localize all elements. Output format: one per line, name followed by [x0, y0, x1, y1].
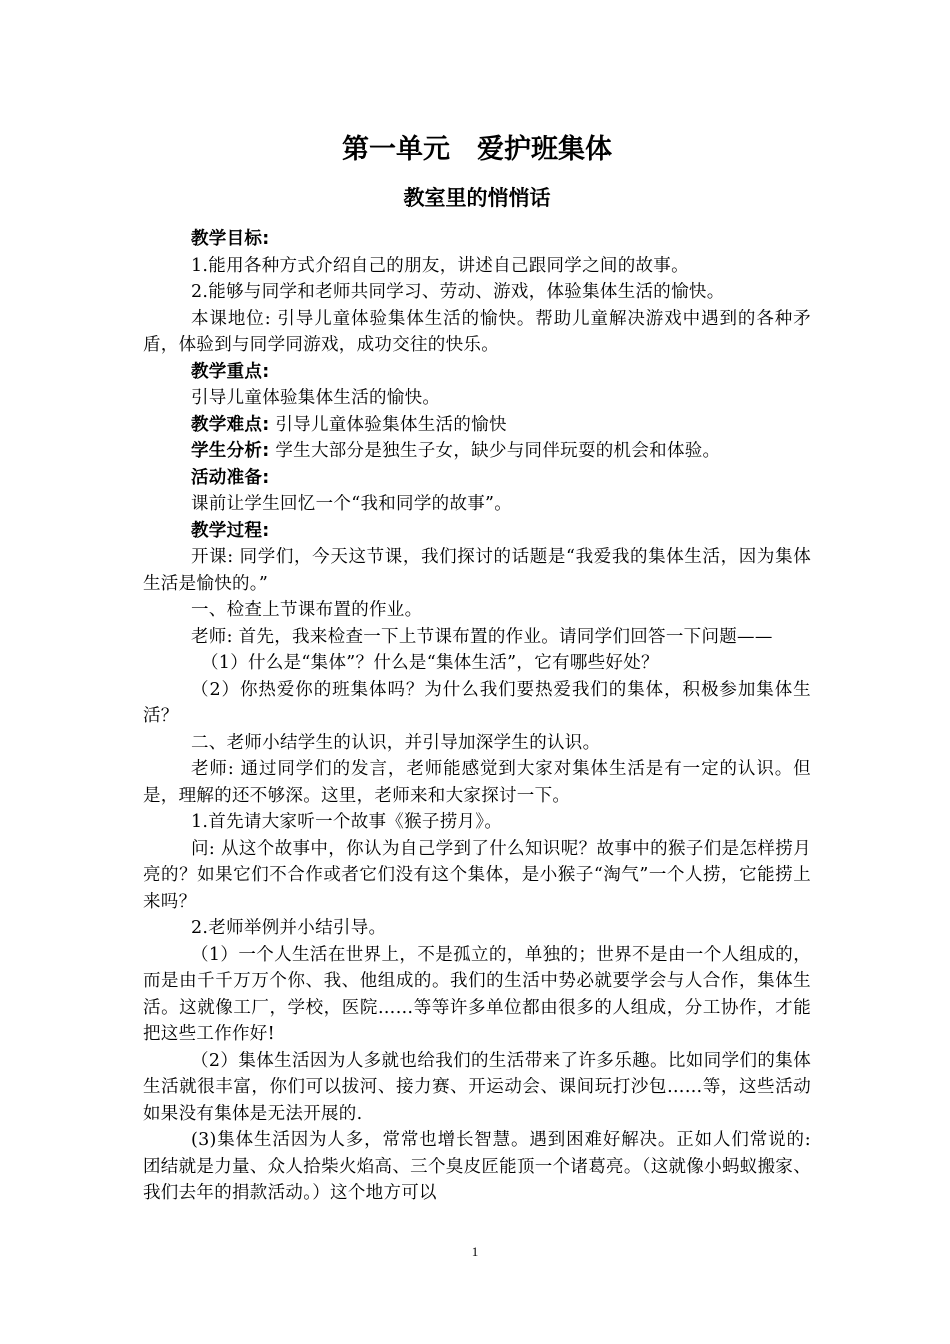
- page-number: 1: [471, 1244, 479, 1259]
- section-label: 教学难点:: [191, 414, 270, 435]
- paragraph-text: （1）一个人生活在世界上，不是孤立的，单独的；世界不是由一个人组成的，而是由千千万万个你、我、他组成的。我们的生活中势必就要学会与人合作，集体生活。这就像工厂，学校，医院……等等许多单位都由很多的人组成，分工协作，才能把这些工作作好!: [143, 944, 811, 1044]
- paragraph: [143, 226, 811, 253]
- paragraph-text: 引导儿童体验集体生活的愉快。: [191, 388, 441, 408]
- paragraph: [143, 491, 811, 518]
- paragraph: [143, 1048, 811, 1128]
- paragraph: [143, 677, 811, 730]
- paragraph: [143, 730, 811, 757]
- paragraph: [143, 544, 811, 597]
- paragraph: [143, 809, 811, 836]
- paragraph: [143, 624, 811, 651]
- section-label: 教学目标:: [191, 229, 270, 249]
- paragraph: [143, 942, 811, 1048]
- unit-title: 第一单元 爱护班集体: [342, 134, 612, 165]
- paragraph: [143, 836, 811, 916]
- paragraph: [143, 915, 811, 942]
- paragraph-text: 二、老师小结学生的认识，并引导加深学生的认识。: [191, 732, 601, 753]
- paragraph-text: （2）你热爱你的班集体吗？为什么我们要热爱我们的集体，积极参加集体生活？: [143, 679, 811, 726]
- section-label: 活动准备:: [191, 467, 270, 488]
- paragraph: [143, 650, 811, 677]
- paragraph: [143, 253, 811, 280]
- paragraph-text: 学生大部分是独生子女，缺少与同伴玩耍的机会和体验。: [269, 441, 721, 461]
- paragraph-text: 引导儿童体验集体生活的愉快: [269, 414, 507, 435]
- paragraph-text: 1.首先请大家听一个故事《猴子捞月》。: [191, 812, 503, 832]
- paragraph: [143, 359, 811, 386]
- paragraph: [143, 412, 811, 439]
- paragraph-text: 2.能够与同学和老师共同学习、劳动、游戏，体验集体生活的愉快。: [191, 282, 725, 302]
- paragraph-text: 老师: 通过同学们的发言，老师能感觉到大家对集体生活是有一定的认识。但是，理解的还不够深。这里，老师来和大家探讨一下。: [143, 759, 811, 806]
- paragraph-text: 本课地位: 引导儿童体验集体生活的愉快。帮助儿童解决游戏中遇到的各种矛盾，体验到与同学同游戏，成功交往的快乐。: [143, 308, 811, 355]
- section-label: 教学过程:: [191, 520, 270, 541]
- paragraph: [143, 756, 811, 809]
- paragraph-text: （2）集体生活因为人多就也给我们的生活带来了许多乐趣。比如同学们的集体生活就很丰富，你们可以拔河、接力赛、开运动会、课间玩打沙包……等，这些活动如果没有集体是无法开展的.: [143, 1050, 811, 1124]
- section-label: 学生分析:: [191, 441, 270, 461]
- paragraph: [143, 597, 811, 624]
- paragraph: [143, 438, 811, 465]
- paragraph: [143, 1127, 811, 1207]
- paragraph: [143, 279, 811, 306]
- paragraph-text: 1.能用各种方式介绍自己的朋友，讲述自己跟同学之间的故事。: [191, 255, 689, 276]
- paragraph: [143, 306, 811, 359]
- paragraph-text: 2.老师举例并小结引导。: [191, 918, 387, 938]
- paragraph-text: 老师: 首先，我来检查一下上节课布置的作业。请同学们回答一下问题——: [191, 626, 773, 647]
- lesson-title: 教室里的悄悄话: [403, 186, 551, 210]
- paragraph-text: 问: 从这个故事中，你认为自己学到了什么知识呢？故事中的猴子们是怎样捞月亮的？如果它们不合作或者它们没有这个集体，是小猴子“淘气”一个人捞，它能捞上来吗？: [143, 838, 811, 912]
- paragraph-text: 一、检查上节课布置的作业。: [191, 600, 423, 620]
- paragraph: [143, 465, 811, 492]
- paragraph-text: 开课: 同学们，今天这节课，我们探讨的话题是“我爱我的集体生活，因为集体生活是愉快的。”: [143, 547, 811, 594]
- paragraph-text: （1）什么是“集体”？什么是“集体生活”，它有哪些好处？: [201, 653, 659, 673]
- paragraph-text: (3)集体生活因为人多，常常也增长智慧。遇到困难好解决。正如人们常说的: 团结就是力量、众人拾柴火焰高、三个臭皮匠能顶一个诸葛亮。（这就像小蚂蚁搬家、我们去年的捐款活动。）这个地方可以: [143, 1130, 811, 1203]
- paragraph: [143, 518, 811, 545]
- section-label: 教学重点:: [191, 361, 270, 382]
- document-body: [143, 128, 811, 1207]
- paragraph: [143, 385, 811, 412]
- paragraph-text: 课前让学生回忆一个“我和同学的故事”。: [191, 494, 513, 514]
